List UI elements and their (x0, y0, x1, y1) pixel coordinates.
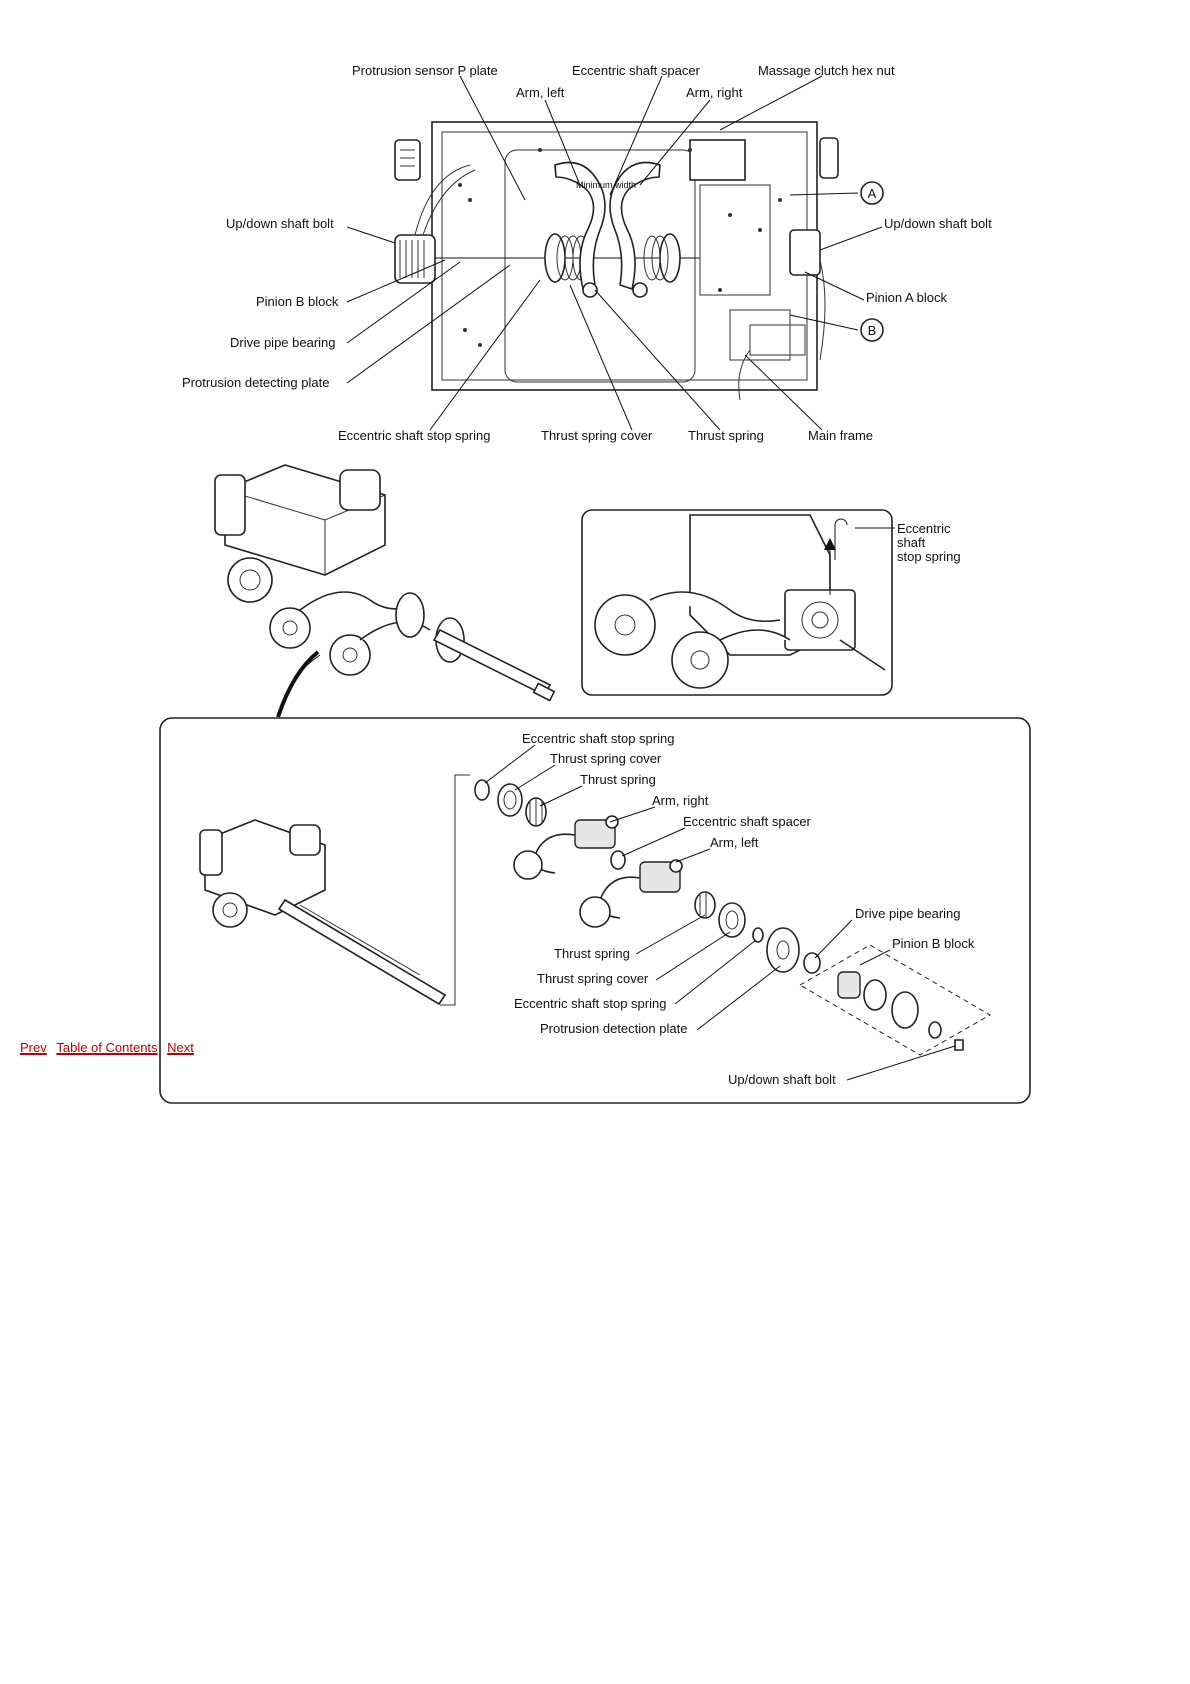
part-pinion-b-block (892, 992, 918, 1028)
label-up-down-shaft-bolt-left: Up/down shaft bolt (226, 216, 334, 231)
ex-label-stop-spring-2: Eccentric shaft stop spring (514, 996, 667, 1011)
part-thrust-cover-2 (719, 903, 745, 937)
label-arm-left: Arm, left (516, 85, 565, 100)
detail-inset (582, 510, 961, 695)
part-protrusion-plate (767, 928, 799, 972)
detail-label-line3: stop spring (897, 549, 961, 564)
ex-label-thrust-spring-1: Thrust spring (580, 772, 656, 787)
label-pinion-b-block: Pinion B block (256, 294, 339, 309)
detail-label-line1: Eccentric (897, 521, 951, 536)
ex-label-thrust-cover-1: Thrust spring cover (550, 751, 662, 766)
label-arm-right: Arm, right (686, 85, 743, 100)
label-drive-pipe-bearing: Drive pipe bearing (230, 335, 336, 350)
label-eccentric-shaft-stop-spring: Eccentric shaft stop spring (338, 428, 491, 443)
part-stop-spring-2 (753, 928, 763, 942)
label-pinion-a-block: Pinion A block (866, 290, 947, 305)
main-frame-top-view (182, 63, 992, 443)
marker-a: A (867, 186, 877, 201)
part-eccentric-spacer (611, 851, 625, 869)
ex-label-arm-left: Arm, left (710, 835, 759, 850)
ex-label-arm-right: Arm, right (652, 793, 709, 808)
ex-label-thrust-cover-2: Thrust spring cover (537, 971, 649, 986)
label-thrust-spring-cover: Thrust spring cover (541, 428, 653, 443)
label-up-down-shaft-bolt-right: Up/down shaft bolt (884, 216, 992, 231)
label-protrusion-sensor-p-plate: Protrusion sensor P plate (352, 63, 498, 78)
callout-curve (278, 652, 318, 717)
page-nav (20, 1040, 200, 1060)
part-thrust-spring-2 (695, 892, 715, 918)
label-massage-clutch-hex-nut: Massage clutch hex nut (758, 63, 895, 78)
exploded-view (160, 718, 1030, 1103)
detail-label-line2: shaft (897, 535, 926, 550)
ex-label-protrusion-plate: Protrusion detection plate (540, 1021, 688, 1036)
part-pinion-gear (838, 972, 860, 998)
ex-label-eccentric-spacer: Eccentric shaft spacer (683, 814, 811, 829)
table-of-contents-link[interactable]: Table of Contents (56, 1040, 158, 1055)
prev-link[interactable]: Prev (20, 1040, 47, 1055)
label-minimum-width: Minimum width (575, 180, 637, 190)
part-thrust-cover-1 (498, 784, 522, 816)
part-stop-spring-1 (475, 780, 489, 800)
ex-label-pinion-b-block: Pinion B block (892, 936, 975, 951)
next-link[interactable]: Next (167, 1040, 194, 1055)
label-thrust-spring: Thrust spring (688, 428, 764, 443)
label-main-frame: Main frame (808, 428, 874, 443)
ex-label-up-down-bolt: Up/down shaft bolt (728, 1072, 836, 1087)
label-protrusion-detecting-plate: Protrusion detecting plate (182, 375, 330, 390)
marker-b: B (867, 323, 877, 338)
label-eccentric-shaft-spacer: Eccentric shaft spacer (572, 63, 700, 78)
ex-label-thrust-spring-2: Thrust spring (554, 946, 630, 961)
ex-label-stop-spring-1: Eccentric shaft stop spring (522, 731, 675, 746)
ex-label-drive-pipe-bearing: Drive pipe bearing (855, 906, 961, 921)
part-up-down-bolt (955, 1040, 963, 1050)
assembly-perspective (215, 465, 554, 710)
